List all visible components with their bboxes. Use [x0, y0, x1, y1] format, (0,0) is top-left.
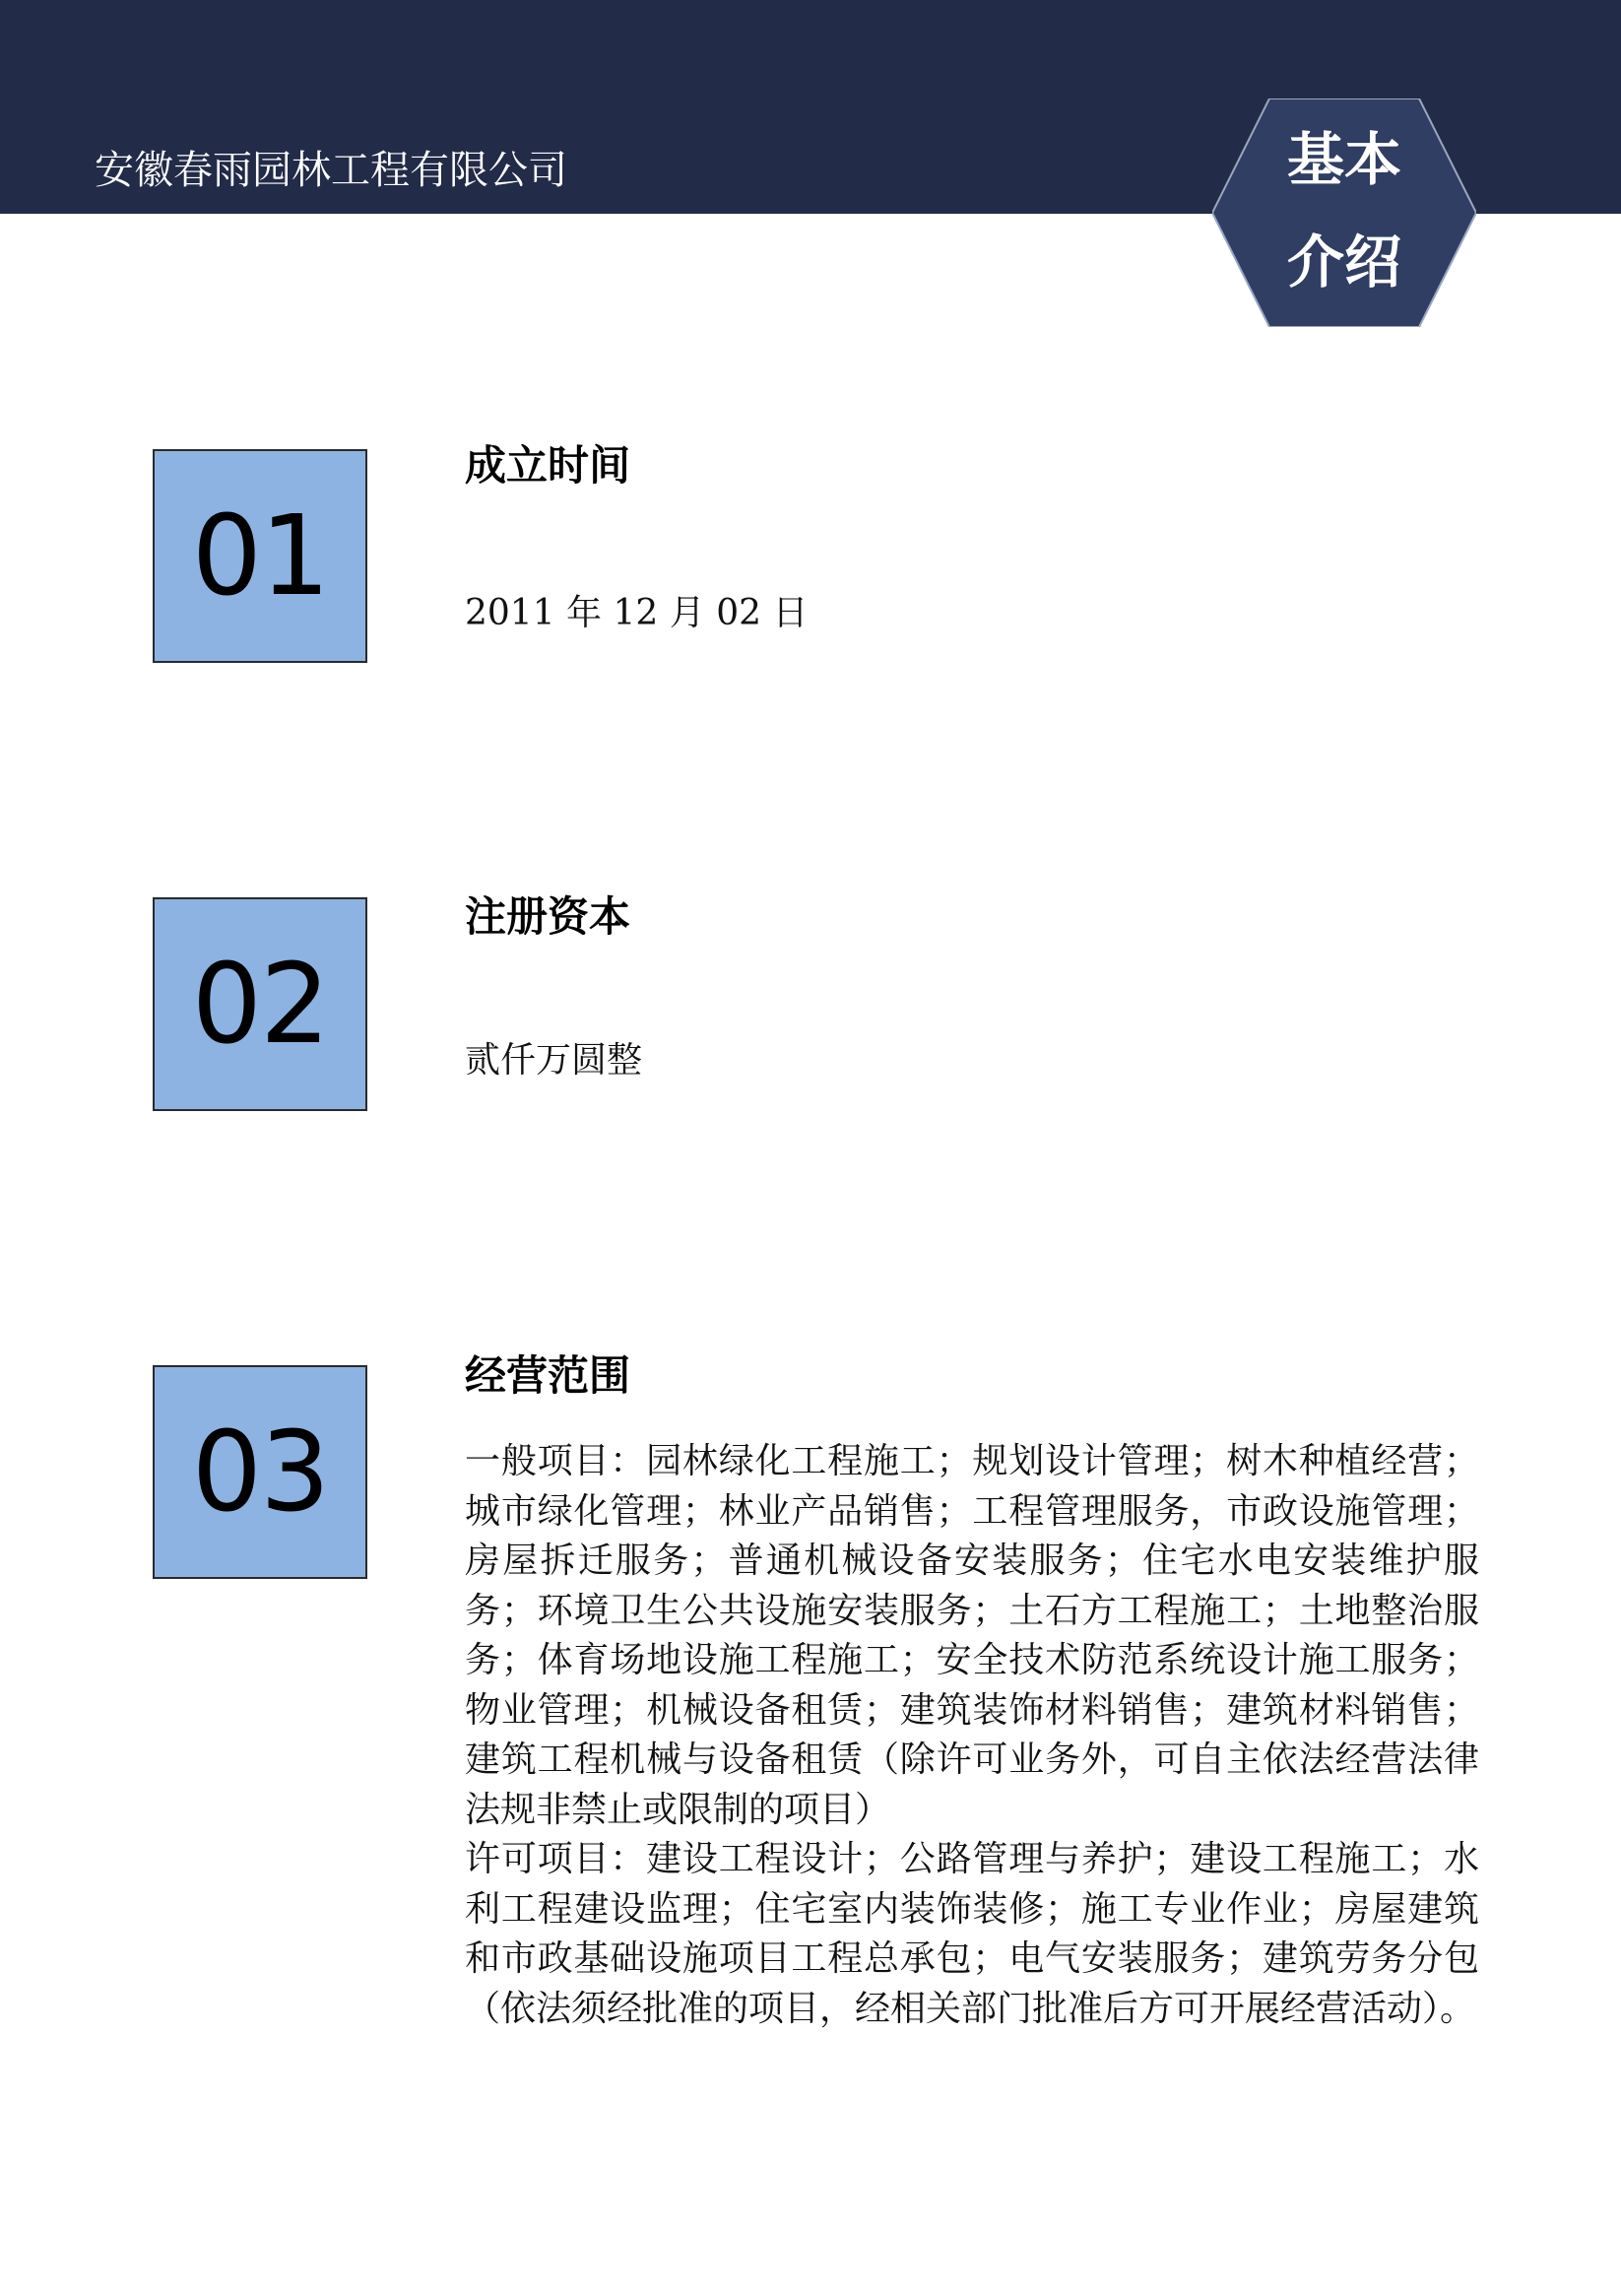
section-number: 03: [191, 1408, 329, 1537]
section-title-business-scope: 经营范围: [465, 1351, 631, 1400]
section-title-capital: 注册资本: [465, 892, 631, 941]
badge-title-line1: 基本: [1286, 126, 1401, 193]
business-scope-text: [465, 1437, 1479, 2034]
section-title-founded: 成立时间: [465, 441, 631, 490]
general-items-paragraph: 一般项目：园林绿化工程施工；规划设计管理；树木种植经营；城市绿化管理；林业产品销售；工程管理服务，市政设施管理；房屋拆迁服务；普通机械设备安装服务；住宅水电安装维护服务；环境卫生公共设施安装服务；土石方工程施工；土地整治服务；体育场地设施工程施工；安全技术防范系统设计施工服务；物业管理；机械设备租赁；建筑装饰材料销售；建筑材料销售；建筑工程机械与设备租赁（除许可业务外，可自主依法经营法律法规非禁止或限制的项目）: [465, 1441, 1479, 1830]
section-number-box: [153, 897, 367, 1111]
section-number-box: [153, 449, 367, 663]
founded-date: 2011 年 12 月 02 日: [465, 593, 809, 633]
section-number: 01: [191, 492, 329, 621]
registered-capital: 贰仟万圆整: [465, 1040, 643, 1081]
badge-title-line2: 介绍: [1286, 229, 1401, 295]
section-number-box: [153, 1365, 367, 1579]
licensed-items-paragraph: 许可项目：建设工程设计；公路管理与养护；建设工程施工；水利工程建设监理；住宅室内装饰装修；施工专业作业；房屋建筑和市政基础设施项目工程总承包；电气安装服务；建筑劳务分包（依法须经批准的项目，经相关部门批准后方可开展经营活动）。: [465, 1839, 1479, 2029]
section-number: 02: [191, 940, 329, 1069]
company-name: 安徽春雨园林工程有限公司: [95, 148, 567, 193]
